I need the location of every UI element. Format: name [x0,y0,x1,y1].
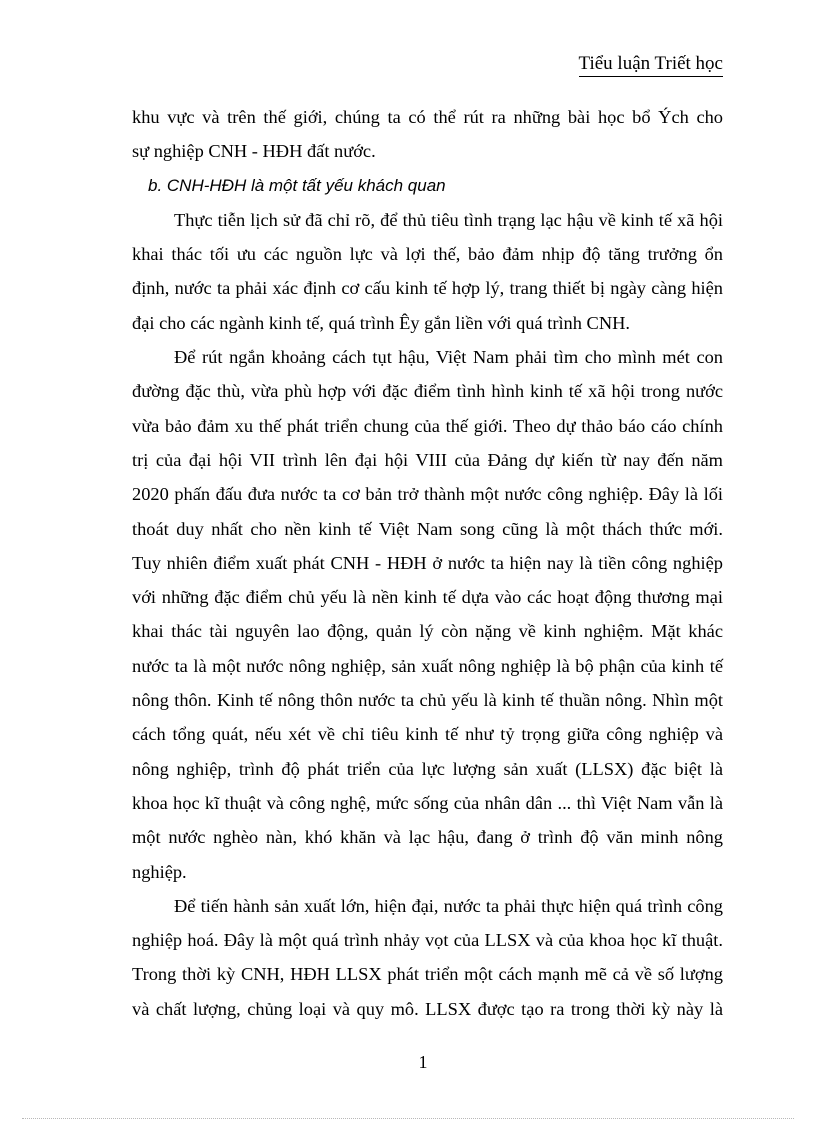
text-line: đường đặc thù, vừa phù hợp với đặc điểm tình hình kinh tế xã hội trong nước [132,381,723,402]
text-line: khai thác tài nguyên lao động, quản lý còn nặng về kinh nghiệm. Mặt khác [132,621,723,642]
text-line: và chất lượng, chủng loại và quy mô. LLSX được tạo ra trong thời kỳ này là [132,998,723,1019]
text-line: khu vực và trên thế giới, chúng ta có thể rút ra những bài học bổ Ých cho [132,107,723,127]
text-line: cách tổng quát, nếu xét về chỉ tiêu kinh tế như tỷ trọng giữa công nghiệp và [132,724,723,745]
text-line: nghiệp. [132,861,187,882]
page-bottom-divider [22,1118,794,1119]
text-line: một nước nghèo nàn, khó khăn và lạc hậu, đang ở trình độ văn minh nông [132,827,723,848]
text-line: Để tiến hành sản xuất lớn, hiện đại, nước ta phải thực hiện quá trình công [174,895,723,916]
text-line: Trong thời kỳ CNH, HĐH LLSX phát triển một cách mạnh mẽ cả về số lượng [132,964,723,985]
text-line: Thực tiễn lịch sử đã chỉ rõ, để thủ tiêu tình trạng lạc hậu về kinh tế xã hội [174,209,723,230]
text-line: khai thác tối ưu các nguồn lực và lợi thế, bảo đảm nhịp độ tăng trưởng ổn [132,244,723,265]
text-line: trị của đại hội VII trình lên đại hội VIII của Đảng dự kiến từ nay đến năm [132,449,723,470]
text-line: thoát duy nhất cho nền kinh tế Việt Nam song cũng là một thách thức mới. [132,518,723,539]
text-line: đại cho các ngành kinh tế, quá trình Êy gắn liền với quá trình CNH. [132,312,630,333]
text-line: nghiệp hoá. Đây là một quá trình nhảy vọt của LLSX và của khoa học kĩ thuật. [132,930,723,951]
text-line: vừa bảo đảm xu thế phát triển chung của thế giới. Theo dự thảo báo cáo chính [132,415,723,436]
page-header-title: Tiểu luận Triết học [579,52,723,77]
text-line: định, nước ta phải xác định cơ cấu kinh tế hợp lý, trang thiết bị ngày càng hiện [132,278,723,299]
text-line: sự nghiệp CNH - HĐH đất nước. [132,141,376,162]
section-heading: b. CNH-HĐH là một tất yếu khách quan [148,175,446,195]
page-number: 1 [418,1052,428,1072]
text-line: nông nghiệp, trình độ phát triển của lực lượng sản xuất (LLSX) đặc biệt là [132,758,723,779]
text-line: khoa học kĩ thuật và công nghệ, mức sống của nhân dân ... thì Việt Nam vẫn là [132,792,723,813]
text-line: nước ta là một nước nông nghiệp, sản xuất nông nghiệp là bộ phận của kinh tế [132,655,723,676]
text-line: 2020 phấn đấu đưa nước ta cơ bản trở thành một nước công nghiệp. Đây là lối [132,484,723,505]
text-line: với những đặc điểm chủ yếu là nền kinh tế dựa vào các hoạt động thương mại [132,587,723,608]
text-line: nông thôn. Kinh tế nông thôn nước ta chủ yếu là kinh tế thuần nông. Nhìn một [132,690,723,711]
text-line: Tuy nhiên điểm xuất phát CNH - HĐH ở nước ta hiện nay là tiền công nghiệp [132,552,723,573]
text-line: Để rút ngắn khoảng cách tụt hậu, Việt Nam phải tìm cho mình mét con [174,347,723,368]
body-text [132,100,723,1026]
